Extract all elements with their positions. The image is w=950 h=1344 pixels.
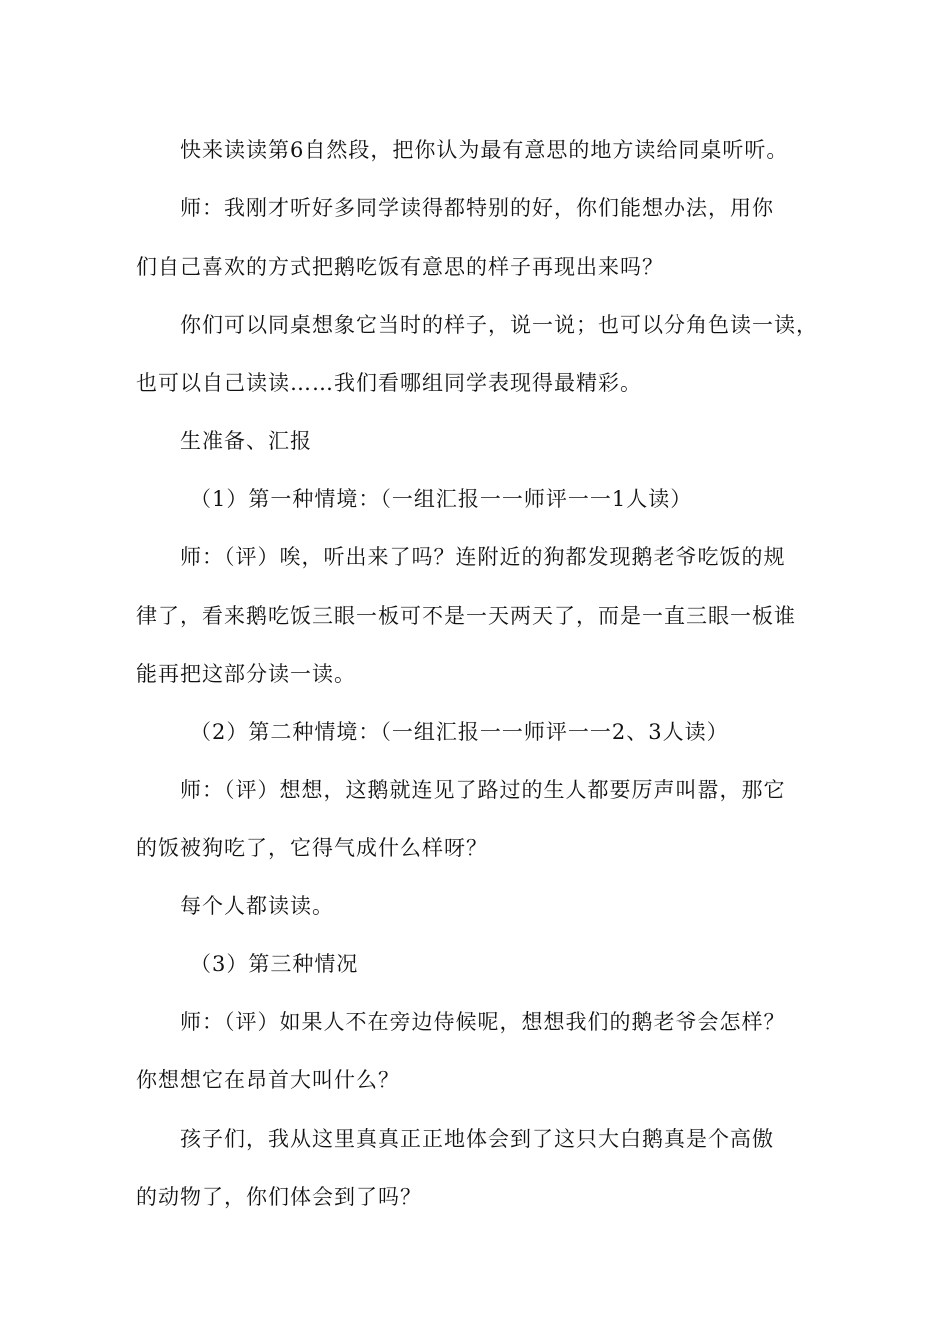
text-line: （2）第二种情境：（一组汇报一一师评一一2、3人读）	[190, 720, 729, 744]
text-line: 每个人都读读。	[180, 894, 334, 918]
text-line: 快来读读第6自然段，把你认为最有意思的地方读给同桌听听。	[180, 138, 789, 162]
text-line: 生准备、汇报	[180, 429, 312, 453]
text-line: 师：（评）如果人不在旁边侍候呢，想想我们的鹅老爷会怎样？	[180, 1010, 786, 1034]
text-line: （3）第三种情况	[190, 952, 359, 976]
text-line: 你们可以同桌想象它当时的样子，说一说；也可以分角色读一读，	[180, 313, 818, 337]
text-line: 也可以自己读读……我们看哪组同学表现得最精彩。	[136, 371, 642, 395]
text-line: 孩子们，我从这里真真正正地体会到了这只大白鹅真是个高傲	[180, 1127, 774, 1151]
text-line: 你想想它在昂首大叫什么？	[136, 1068, 400, 1092]
text-line: （1）第一种情境：（一组汇报一一师评一一1人读）	[190, 487, 693, 511]
text-line: 的动物了，你们体会到了吗？	[136, 1185, 422, 1209]
text-line: 们自己喜欢的方式把鹅吃饭有意思的样子再现出来吗？	[136, 255, 664, 279]
text-line: 的饭被狗吃了，它得气成什么样呀？	[136, 836, 488, 860]
text-line: 律了，看来鹅吃饭三眼一板可不是一天两天了，而是一直三眼一板谁	[136, 604, 796, 628]
text-line: 师：我刚才听好多同学读得都特别的好，你们能想办法，用你	[180, 196, 774, 220]
text-line: 师：（评）想想，这鹅就连见了路过的生人都要厉声叫嚣，那它	[180, 778, 786, 802]
text-line: 能再把这部分读一读。	[136, 662, 356, 686]
text-line: 师：（评）唉，听出来了吗？连附近的狗都发现鹅老爷吃饭的规	[180, 545, 786, 569]
